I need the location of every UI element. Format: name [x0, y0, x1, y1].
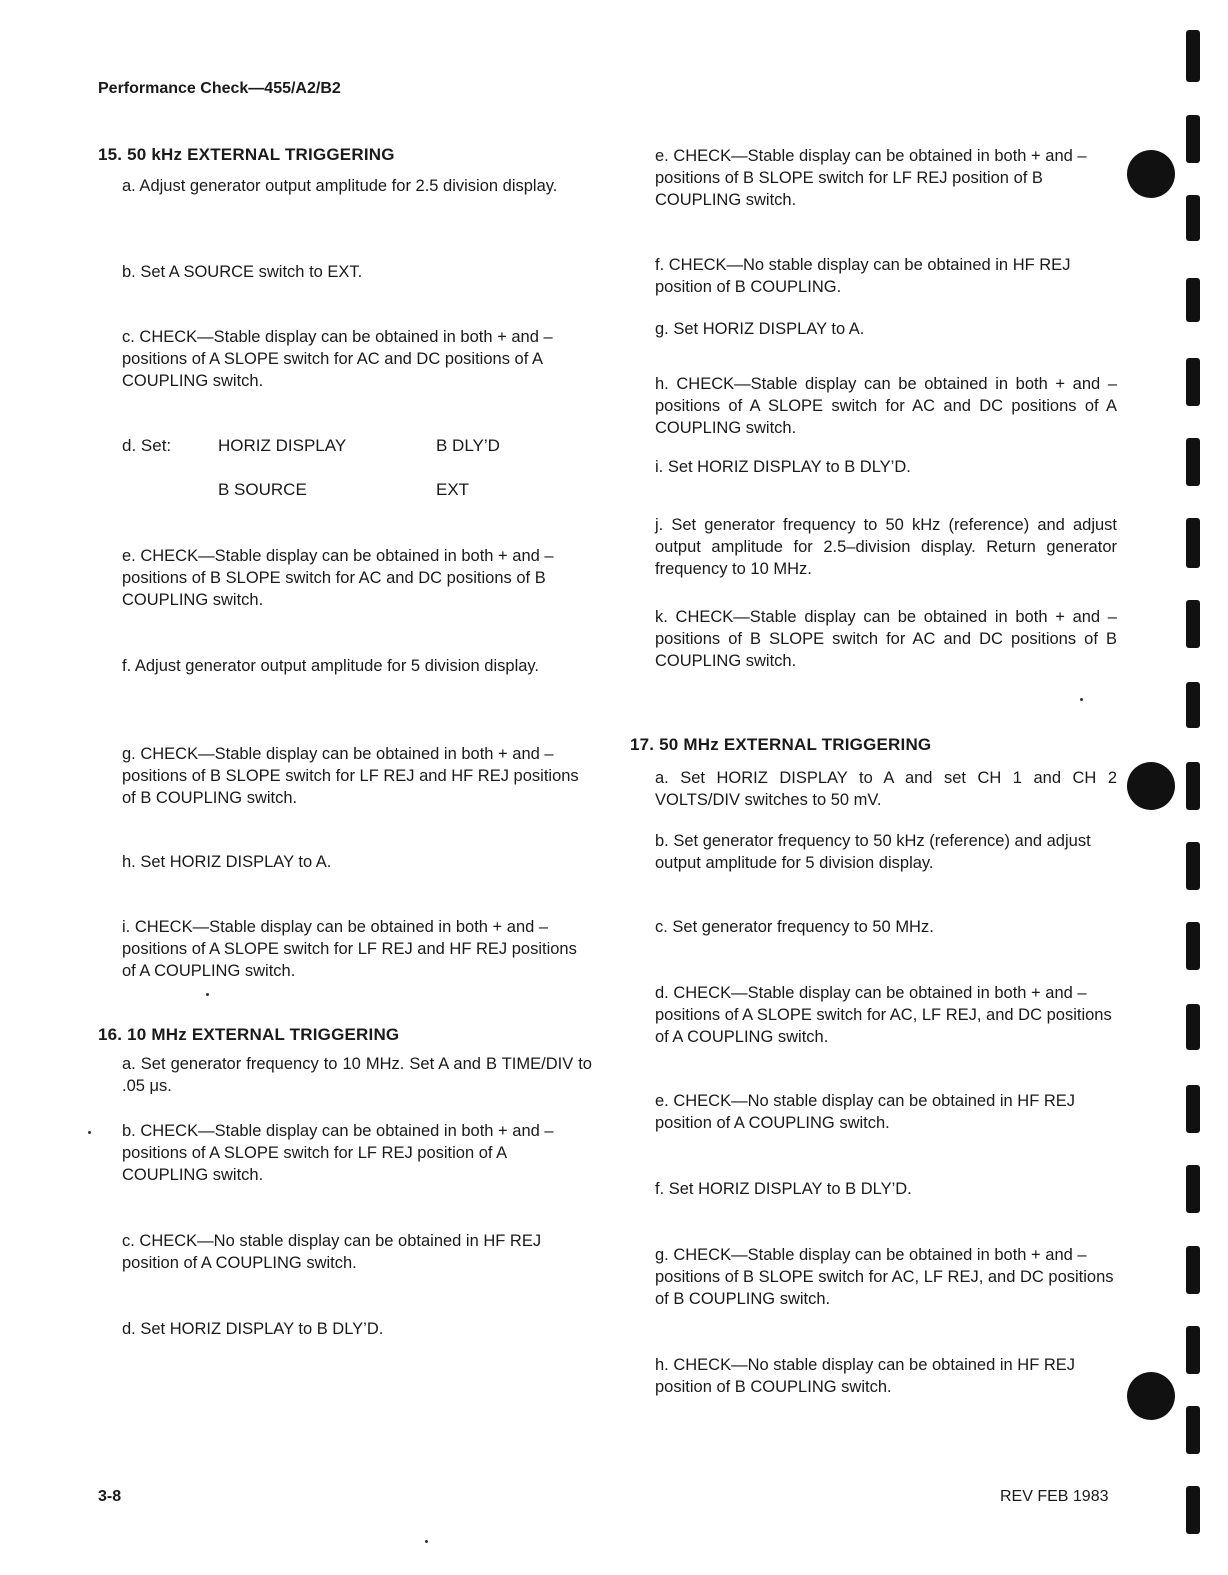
step-17g: g. CHECK—Stable display can be obtained in both + and – positions of B SLOPE switch for AC, LF REJ, and DC positions of B COUPLING switch. [655, 1246, 1114, 1308]
section-17-title: 17. 50 MHz EXTERNAL TRIGGERING [630, 735, 932, 754]
step-15d-label: d. Set: [122, 436, 172, 455]
binding-mark [1186, 30, 1200, 82]
binding-mark [1186, 842, 1200, 890]
step-17d: d. CHECK—Stable display can be obtained in both + and – positions of A SLOPE switch for AC, LF REJ, and DC positions of A COUPLING switch. [655, 984, 1112, 1046]
punch-hole-icon [1127, 1372, 1175, 1420]
binding-mark [1186, 1246, 1200, 1294]
step-17b: b. Set generator frequency to 50 kHz (reference) and adjust output amplitude for 5 division display. [655, 832, 1091, 872]
setting-value: EXT [436, 480, 470, 499]
step-16k: k. CHECK—Stable display can be obtained in both + and – positions of B SLOPE switch for AC and DC positions of B COUPLING switch. [655, 608, 1117, 670]
step-17e: e. CHECK—No stable display can be obtained in HF REJ position of A COUPLING switch. [655, 1092, 1076, 1132]
page-number: 3-8 [98, 1488, 122, 1505]
step-15b: b. Set A SOURCE switch to EXT. [122, 263, 363, 281]
punch-hole-icon [1127, 762, 1175, 810]
binding-mark [1186, 1004, 1200, 1050]
binding-mark [1186, 195, 1200, 241]
step-16b: b. CHECK—Stable display can be obtained in both + and – positions of A SLOPE switch for LF REJ position of A COUPLING switch. [122, 1122, 554, 1184]
step-16h: h. CHECK—Stable display can be obtained in both + and – positions of A SLOPE switch for AC and DC positions of A COUPLING switch. [655, 375, 1117, 437]
step-16g: g. Set HORIZ DISPLAY to A. [655, 320, 865, 338]
scan-speck [425, 1540, 428, 1543]
step-16j: j. Set generator frequency to 50 kHz (reference) and adjust output amplitude for 2.5–division display. Return generator frequency to 10 MHz. [655, 516, 1117, 578]
step-15g: g. CHECK—Stable display can be obtained in both + and – positions of B SLOPE switch for LF REJ and HF REJ positions of B COUPLING switch. [122, 745, 579, 807]
binding-mark [1186, 762, 1200, 810]
step-16e: e. CHECK—Stable display can be obtained in both + and – positions of B SLOPE switch for LF REJ position of B COUPLING switch. [655, 147, 1087, 209]
step-16i: i. Set HORIZ DISPLAY to B DLY’D. [655, 458, 911, 476]
step-17c: c. Set generator frequency to 50 MHz. [655, 918, 934, 936]
setting-control: B SOURCE [218, 480, 307, 499]
binding-mark [1186, 922, 1200, 970]
punch-hole-icon [1127, 150, 1175, 198]
revision-date: REV FEB 1983 [1000, 1488, 1109, 1505]
scan-speck [1080, 698, 1083, 701]
step-16d: d. Set HORIZ DISPLAY to B DLY’D. [122, 1320, 384, 1338]
step-17f: f. Set HORIZ DISPLAY to B DLY’D. [655, 1180, 912, 1198]
step-15h: h. Set HORIZ DISPLAY to A. [122, 853, 332, 871]
step-16a: a. Set generator frequency to 10 MHz. Set A and B TIME/DIV to .05 μs. [122, 1055, 592, 1095]
setting-value: B DLY’D [436, 436, 500, 455]
scan-speck [206, 993, 209, 996]
binding-mark [1186, 1486, 1200, 1534]
binding-mark [1186, 438, 1200, 486]
step-16c: c. CHECK—No stable display can be obtained in HF REJ position of A COUPLING switch. [122, 1232, 542, 1272]
step-15a: a. Adjust generator output amplitude for 2.5 division display. [122, 177, 558, 195]
step-16f: f. CHECK—No stable display can be obtained in HF REJ position of B COUPLING. [655, 256, 1071, 296]
binding-mark [1186, 1165, 1200, 1213]
setting-control: HORIZ DISPLAY [218, 436, 347, 455]
step-15f: f. Adjust generator output amplitude for 5 division display. [122, 657, 540, 675]
binding-mark [1186, 358, 1200, 406]
binding-mark [1186, 115, 1200, 163]
page-header: Performance Check—455/A2/B2 [98, 80, 341, 97]
scan-speck [88, 1131, 91, 1134]
step-15e: e. CHECK—Stable display can be obtained in both + and – positions of B SLOPE switch for AC and DC positions of B COUPLING switch. [122, 547, 554, 609]
binding-mark [1186, 1406, 1200, 1454]
section-15-title: 15. 50 kHz EXTERNAL TRIGGERING [98, 145, 395, 164]
binding-mark [1186, 600, 1200, 648]
binding-mark [1186, 278, 1200, 322]
binding-mark [1186, 682, 1200, 728]
step-15i: i. CHECK—Stable display can be obtained in both + and – positions of A SLOPE switch for LF REJ and HF REJ positions of A COUPLING switch. [122, 918, 577, 980]
binding-mark [1186, 1085, 1200, 1133]
section-16-title: 16. 10 MHz EXTERNAL TRIGGERING [98, 1025, 400, 1044]
binding-mark [1186, 518, 1200, 568]
step-17a: a. Set HORIZ DISPLAY to A and set CH 1 and CH 2 VOLTS/DIV switches to 50 mV. [655, 769, 1117, 809]
step-17h: h. CHECK—No stable display can be obtained in HF REJ position of B COUPLING switch. [655, 1356, 1076, 1396]
binding-mark [1186, 1326, 1200, 1374]
step-15c: c. CHECK—Stable display can be obtained in both + and – positions of A SLOPE switch for AC and DC positions of A COUPLING switch. [122, 328, 553, 390]
